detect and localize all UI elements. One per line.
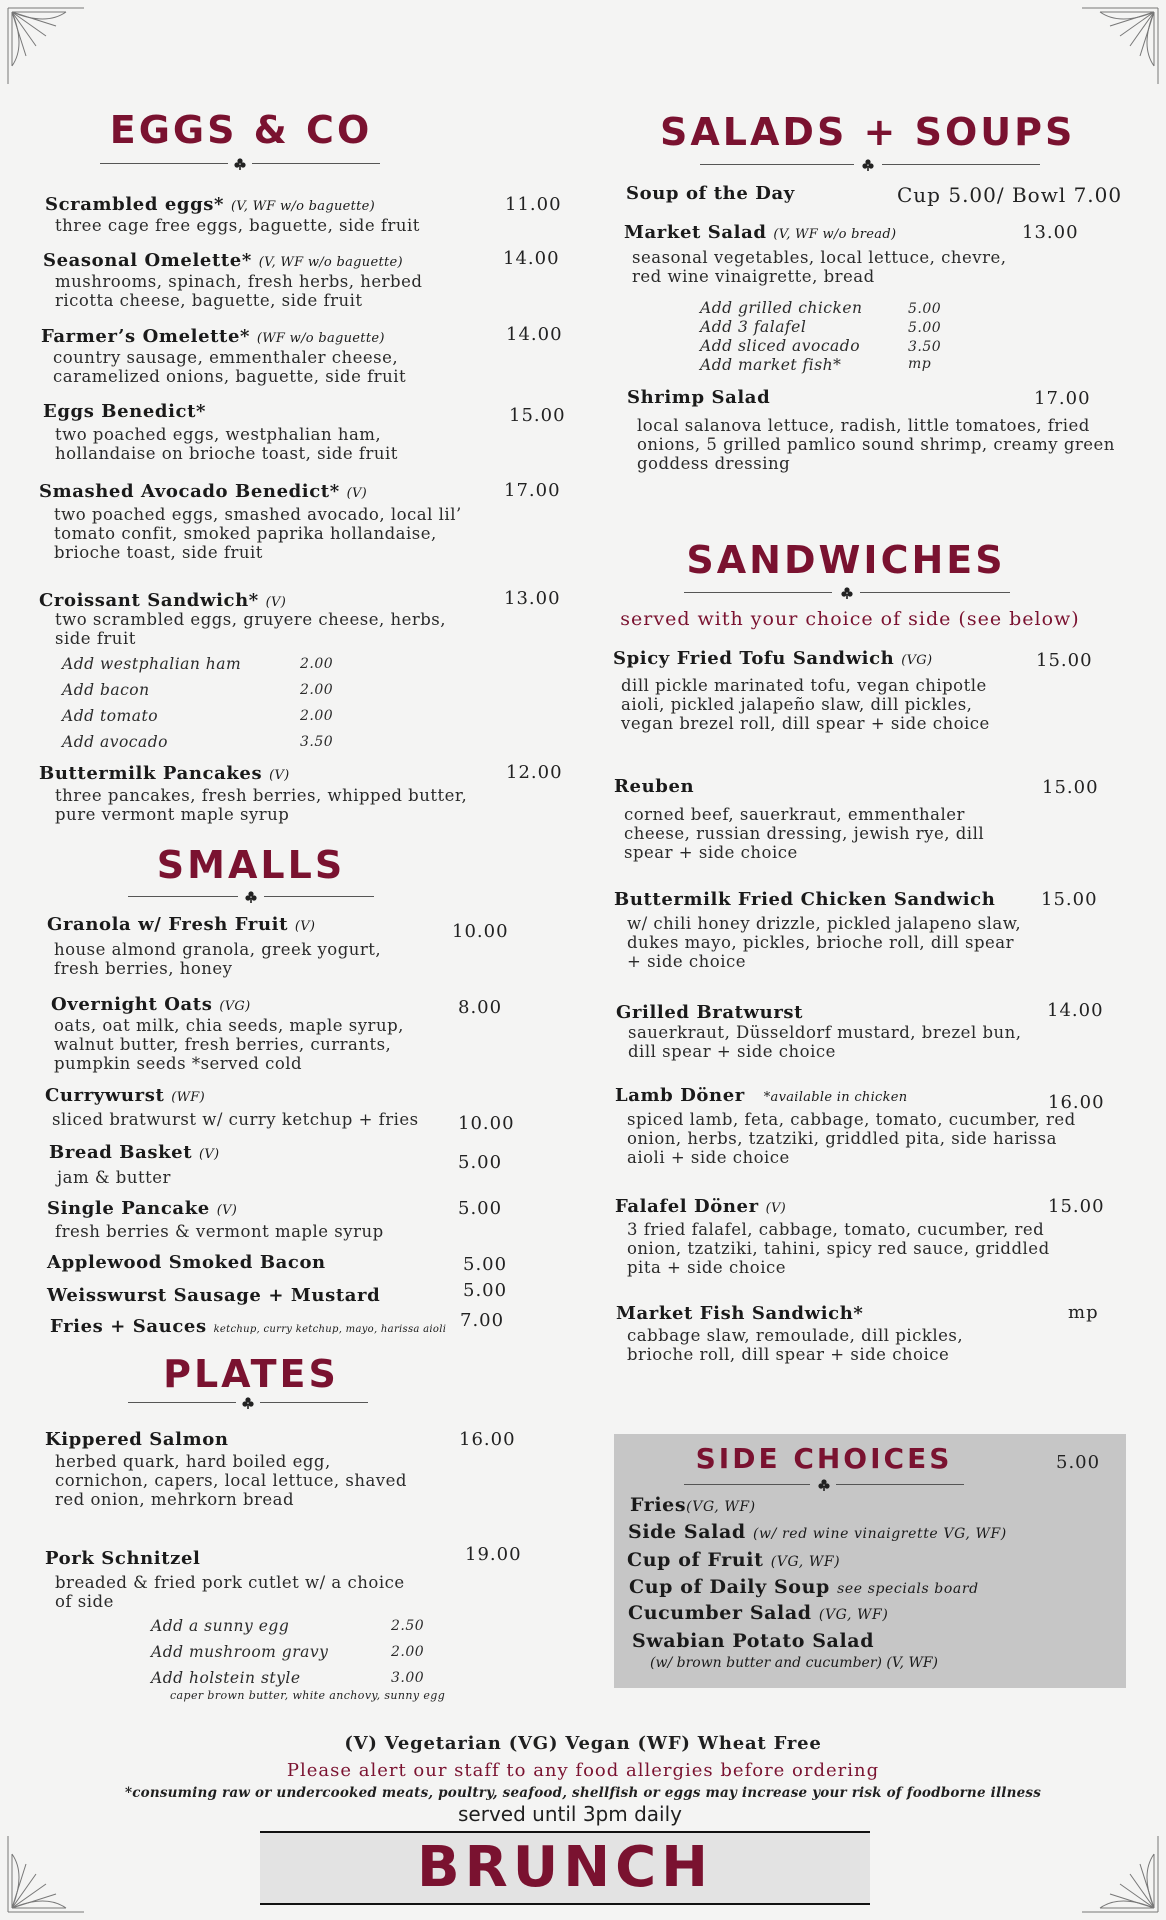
- menu-item-name: Bread Basket (V): [49, 1142, 220, 1163]
- menu-item-name: Scrambled eggs* (V, WF w/o baguette): [45, 194, 376, 215]
- menu-item-name: Kippered Salmon: [45, 1429, 229, 1450]
- menu-item-price: 13.00: [1022, 222, 1079, 243]
- menu-item-name: Eggs Benedict*: [43, 401, 207, 422]
- addon-price: 2.00: [300, 708, 334, 724]
- menu-item-description: corned beef, sauerkraut, emmenthaler cheese, russian dressing, jewish rye, dill spear + side choice: [624, 805, 985, 862]
- menu-item-price: 16.00: [1048, 1092, 1105, 1113]
- side-choices-panel: [614, 1434, 1126, 1688]
- menu-item-name: Fries + Sauces ketchup, curry ketchup, mayo, harissa aioli: [50, 1316, 447, 1337]
- menu-item-name: Lamb Döner *available in chicken: [615, 1085, 908, 1106]
- menu-item-price: 5.00: [463, 1280, 508, 1301]
- menu-item-name: Soup of the Day: [626, 183, 795, 204]
- service-hours: served until 3pm daily: [458, 1802, 682, 1826]
- addon-label: Add holstein style: [151, 1669, 301, 1687]
- menu-item-description: fresh berries & vermont maple syrup: [55, 1222, 384, 1241]
- menu-item-name: Market Salad (V, WF w/o bread): [624, 222, 897, 243]
- menu-name: BRUNCH: [416, 1835, 714, 1900]
- menu-item-price: 15.00: [1036, 650, 1093, 671]
- menu-item-name: Single Pancake (V): [47, 1198, 238, 1219]
- ornament-icon: [234, 158, 246, 170]
- menu-item-name: Currywurst (WF): [45, 1085, 205, 1106]
- menu-item-description: local salanova lettuce, radish, little tomatoes, fried onions, 5 grilled pamlico sound shrimp, creamy green goddess dressing: [637, 416, 1115, 473]
- side-item: Cucumber Salad (VG, WF): [628, 1602, 889, 1624]
- sunburst-corner-bottom-left-icon: [6, 1834, 86, 1914]
- menu-item-price: 19.00: [465, 1544, 522, 1565]
- addon-price: 5.00: [908, 301, 942, 317]
- section-divider: [100, 157, 380, 171]
- menu-item-description: sauerkraut, Düsseldorf mustard, brezel bun, dill spear + side choice: [628, 1023, 1022, 1061]
- section-title-sandwiches: SANDWICHES: [686, 538, 1006, 582]
- menu-item-price: 14.00: [1047, 1000, 1104, 1021]
- addon-label: Add westphalian ham: [62, 655, 242, 673]
- addon-label: Add bacon: [62, 681, 150, 699]
- ornament-icon: [862, 159, 874, 171]
- menu-item-name: Granola w/ Fresh Fruit (V): [47, 914, 316, 935]
- addon-label: Add a sunny egg: [151, 1617, 290, 1635]
- menu-item-name: Buttermilk Fried Chicken Sandwich: [614, 889, 996, 910]
- menu-item-description: sliced bratwurst w/ curry ketchup + fries: [52, 1110, 419, 1129]
- ornament-icon: [818, 1479, 830, 1491]
- menu-item-description: two poached eggs, westphalian ham, hollandaise on brioche toast, side fruit: [55, 425, 398, 463]
- menu-item-description: herbed quark, hard boiled egg, cornichon, capers, local lettuce, shaved red onion, mehrkorn bread: [55, 1452, 407, 1509]
- menu-item-price: 10.00: [458, 1113, 515, 1134]
- addon-label: Add avocado: [62, 733, 168, 751]
- section-title-sides: SIDE CHOICES: [695, 1442, 953, 1475]
- menu-item-name: Falafel Döner (V): [615, 1196, 787, 1217]
- section-title-salads: SALADS + SOUPS: [660, 110, 1076, 154]
- menu-item-description: jam & butter: [57, 1168, 171, 1187]
- section-divider: [700, 158, 1040, 172]
- side-item: Swabian Potato Salad: [632, 1630, 875, 1652]
- addon-price: 2.00: [300, 682, 334, 698]
- ornament-icon: [841, 587, 853, 599]
- addon-label: Add sliced avocado: [700, 337, 861, 355]
- side-item-note: (w/ brown butter and cucumber) (V, WF): [650, 1655, 939, 1671]
- menu-item-description: breaded & fried pork cutlet w/ a choice of side: [55, 1573, 405, 1611]
- menu-name-banner: [260, 1831, 870, 1905]
- addon-price: 2.00: [300, 656, 334, 672]
- menu-item-description: three pancakes, fresh berries, whipped butter, pure vermont maple syrup: [55, 786, 468, 824]
- menu-item-name: Seasonal Omelette* (V, WF w/o baguette): [43, 250, 403, 271]
- menu-item-description: mushrooms, spinach, fresh herbs, herbed ricotta cheese, baguette, side fruit: [55, 272, 423, 310]
- menu-item-price: 15.00: [509, 405, 566, 426]
- sunburst-corner-bottom-right-icon: [1080, 1834, 1160, 1914]
- menu-item-name: Overnight Oats (VG): [51, 994, 251, 1015]
- section-title-smalls: SMALLS: [156, 843, 346, 887]
- menu-item-name: Reuben: [614, 776, 695, 797]
- addon-price: 3.50: [908, 339, 942, 355]
- sunburst-corner-top-right-icon: [1080, 6, 1160, 86]
- menu-item-name: Farmer’s Omelette* (WF w/o baguette): [41, 326, 385, 347]
- addon-price: 3.00: [391, 1670, 425, 1686]
- addon-price: 3.50: [300, 734, 334, 750]
- holstein-note: caper brown butter, white anchovy, sunny egg: [170, 1689, 446, 1702]
- section-divider: [128, 1396, 368, 1410]
- menu-item-name: Grilled Bratwurst: [616, 1002, 804, 1023]
- sandwiches-subtitle: served with your choice of side (see below): [620, 608, 1080, 630]
- section-title-plates: PLATES: [163, 1352, 339, 1396]
- menu-item-price: 17.00: [504, 480, 561, 501]
- menu-item-description: oats, oat milk, chia seeds, maple syrup, walnut butter, fresh berries, currants, pumpkin seeds *served cold: [54, 1016, 404, 1073]
- addon-price: mp: [908, 356, 932, 372]
- addon-price: 2.00: [391, 1644, 425, 1660]
- addon-price: 2.50: [391, 1618, 425, 1634]
- addon-label: Add grilled chicken: [700, 299, 863, 317]
- menu-item-price: 14.00: [506, 324, 563, 345]
- consumption-warning: *consuming raw or undercooked meats, poultry, seafood, shellfish or eggs may increase your risk of foodborne illness: [124, 1785, 1042, 1801]
- menu-item-name: Market Fish Sandwich*: [616, 1303, 864, 1324]
- addon-label: Add mushroom gravy: [151, 1643, 329, 1661]
- menu-item-name: Croissant Sandwich* (V): [39, 590, 287, 611]
- section-divider: [684, 1478, 964, 1492]
- side-item: Fries(VG, WF): [630, 1494, 756, 1516]
- menu-item-price: 5.00: [458, 1152, 503, 1173]
- addon-label: Add market fish*: [700, 356, 842, 374]
- menu-item-price: 11.00: [505, 194, 562, 215]
- menu-item-price: 16.00: [459, 1429, 516, 1450]
- menu-item-name: Weisswurst Sausage + Mustard: [47, 1285, 381, 1306]
- menu-item-description: country sausage, emmenthaler cheese, caramelized onions, baguette, side fruit: [53, 348, 407, 386]
- addon-label: Add 3 falafel: [700, 318, 807, 336]
- ornament-icon: [242, 1397, 254, 1409]
- menu-item-description: spiced lamb, feta, cabbage, tomato, cucumber, red onion, herbs, tzatziki, griddled pita, side harissa aioli + side choice: [627, 1110, 1076, 1167]
- ornament-icon: [245, 891, 257, 903]
- section-divider: [684, 586, 1010, 600]
- menu-item-price: 10.00: [452, 921, 509, 942]
- menu-item-description: seasonal vegetables, local lettuce, chevre, red wine vinaigrette, bread: [632, 248, 1007, 286]
- side-item: Cup of Daily Soup see specials board: [629, 1576, 979, 1598]
- section-divider: [128, 890, 374, 904]
- addon-price: 5.00: [908, 320, 942, 336]
- menu-item-price: 14.00: [503, 248, 560, 269]
- menu-item-price: 15.00: [1042, 777, 1099, 798]
- menu-item-price: Cup 5.00/ Bowl 7.00: [897, 183, 1123, 207]
- side-item: Side Salad (w/ red wine vinaigrette VG, WF): [628, 1521, 1007, 1543]
- menu-item-price: mp: [1068, 1302, 1099, 1323]
- menu-item-description: two poached eggs, smashed avocado, local lil’ tomato confit, smoked paprika hollandaise, brioche toast, side fruit: [54, 505, 462, 562]
- menu-item-description: 3 fried falafel, cabbage, tomato, cucumber, red onion, tzatziki, tahini, spicy red sauce, griddled pita + side choice: [627, 1220, 1050, 1277]
- dietary-legend: (V) Vegetarian (VG) Vegan (WF) Wheat Free: [344, 1733, 822, 1754]
- menu-item-description: two scrambled eggs, gruyere cheese, herbs, side fruit: [55, 610, 447, 648]
- menu-item-name: Smashed Avocado Benedict* (V): [39, 481, 368, 502]
- menu-item-description: house almond granola, greek yogurt, fresh berries, honey: [54, 940, 382, 978]
- menu-item-name: Buttermilk Pancakes (V): [39, 763, 290, 784]
- menu-item-price: 5.00: [458, 1198, 503, 1219]
- side-item: Cup of Fruit (VG, WF): [627, 1549, 841, 1571]
- menu-item-price: 5.00: [463, 1254, 508, 1275]
- menu-item-price: 8.00: [458, 997, 503, 1018]
- menu-item-price: 15.00: [1048, 1196, 1105, 1217]
- menu-item-name: Pork Schnitzel: [45, 1548, 201, 1569]
- menu-item-name: Spicy Fried Tofu Sandwich (VG): [613, 648, 933, 669]
- menu-item-price: 17.00: [1034, 388, 1091, 409]
- menu-item-name: Applewood Smoked Bacon: [47, 1252, 326, 1273]
- allergy-notice: Please alert our staff to any food allergies before ordering: [286, 1760, 880, 1781]
- menu-item-name: Shrimp Salad: [627, 387, 771, 408]
- menu-item-description: w/ chili honey drizzle, pickled jalapeno slaw, dukes mayo, pickles, brioche roll, dill spear + side choice: [627, 914, 1022, 971]
- menu-item-description: three cage free eggs, baguette, side fruit: [55, 216, 420, 235]
- menu-item-price: 13.00: [504, 588, 561, 609]
- menu-item-price: 15.00: [1041, 889, 1098, 910]
- section-title-eggs: EGGS & CO: [109, 108, 373, 152]
- menu-item-price: 12.00: [506, 762, 563, 783]
- sunburst-corner-top-left-icon: [6, 6, 86, 86]
- sides-price: 5.00: [1056, 1452, 1101, 1473]
- menu-item-description: cabbage slaw, remoulade, dill pickles, brioche roll, dill spear + side choice: [627, 1326, 964, 1364]
- menu-item-price: 7.00: [460, 1310, 505, 1331]
- menu-item-description: dill pickle marinated tofu, vegan chipotle aioli, pickled jalapeño slaw, dill pickles, vegan brezel roll, dill spear + side choice: [621, 676, 990, 733]
- addon-label: Add tomato: [62, 707, 159, 725]
